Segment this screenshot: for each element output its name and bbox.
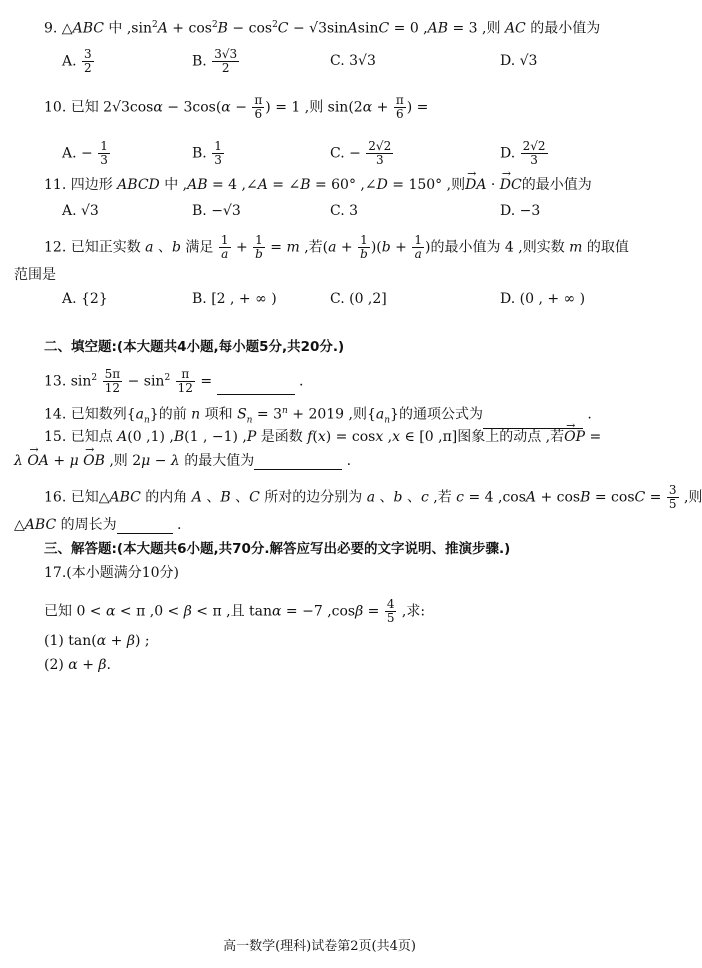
q11-option-b: B. −√3 bbox=[192, 203, 241, 219]
q10-stem: 10. 已知 2√3cosα − 3cos(α − $\frac{\pi}{6}$ ) = 1 ,则 sin(2α + $\frac{\pi}{6}$ ) = bbox=[44, 93, 429, 121]
q11-option-c: C. 3 bbox=[330, 203, 359, 219]
q12-stem-cont: 范围是 bbox=[14, 267, 56, 283]
page-footer: 高一数学(理科)试卷第2页(共4页) bbox=[223, 939, 416, 954]
q12-stem: 12. 已知正实数 a 、b 满足 $\frac{1}{a}$ + $\frac{1}{b}$ = m ,若(a + $\frac{1}{b}$ )(b + $\frac{1}{a}$ )的最小值为 4 ,则实数 m 的取值 bbox=[44, 233, 629, 261]
q13: 13. $\sin^2$ $\frac{5\pi}{12}$ − $\sin^2$ $\frac{\pi}{12}$ = . bbox=[44, 367, 304, 395]
q9-option-c: C. 3√3 bbox=[330, 53, 376, 69]
q14: 14. 已知数列$\{a_n\}$的前 n 项和 $S_n = 3^n + 2019$ ,则$\{a_n\}$的通项公式为 . bbox=[44, 402, 592, 429]
q10-option-a: A. − $\frac{1}{3}$ bbox=[62, 139, 108, 167]
q11-option-d: D. −3 bbox=[500, 203, 541, 219]
q9-option-a: A. $\frac{3}{2}$ bbox=[62, 47, 92, 75]
q12-option-d: D. (0 , + ∞ ) bbox=[500, 291, 586, 307]
q12-option-a: A. {2} bbox=[62, 291, 108, 307]
q9-option-b: B. $\frac{3√3}{2}$ bbox=[192, 47, 238, 75]
q9-option-d: D. √3 bbox=[500, 53, 538, 69]
q12-option-c: C. (0 ,2] bbox=[330, 291, 387, 307]
q17-title: 17.(本小题满分10分) bbox=[44, 565, 180, 581]
q12-option-b: B. [2 , + ∞ ) bbox=[192, 291, 277, 307]
q10-option-b: B. $\frac{1}{3}$ bbox=[192, 139, 222, 167]
q15: 15. 已知点 A(0 ,1) ,B(1 , −1) ,P 是函数 f(x) = cosx ,x ∈ [0 ,π]图象上的动点 ,若→ OP = bbox=[44, 428, 601, 446]
q15-cont: λ → OA + μ → OB ,则 2μ − λ 的最大值为 . bbox=[14, 452, 351, 470]
section2-heading: 二、填空题:(本大题共4小题,每小题5分,共20分.) bbox=[44, 339, 345, 355]
q16-cont: △ABC 的周长为 . bbox=[14, 517, 182, 533]
q17-part1: (1) tan(α + β) ; bbox=[44, 633, 150, 649]
q11-stem: 11. 四边形 ABCD 中 ,AB = 4 ,∠A = ∠B = 60° ,∠D = 150° ,则→ DA · → DC的最小值为 bbox=[44, 176, 592, 194]
q16: 16. 已知△ABC 的内角 A 、B 、C 所对的边分别为 a 、b 、c ,若 c = 4 ,cosA + cosB = cosC = $\frac{3}{5}$ ,则 bbox=[44, 483, 702, 511]
q17-part2: (2) α + β. bbox=[44, 657, 111, 673]
q11-option-a: A. √3 bbox=[62, 203, 99, 219]
q10-option-c: C. − $\frac{2√2}{3}$ bbox=[330, 139, 392, 167]
section3-heading: 三、解答题:(本大题共6小题,共70分.解答应写出必要的文字说明、推演步骤.) bbox=[44, 541, 511, 557]
q10-option-d: D. $\frac{2√2}{3}$ bbox=[500, 139, 546, 167]
q17-given: 已知 0 < α < π ,0 < β < π ,且 tanα = −7 ,cosβ = $\frac{4}{5}$ ,求: bbox=[44, 597, 426, 625]
q9-stem: 9. △ABC 中 $,\sin^2A + \cos^2B - \cos^2C$ − √3sinAsinC = 0 ,AB = 3 ,则 AC 的最小值为 bbox=[44, 20, 601, 37]
